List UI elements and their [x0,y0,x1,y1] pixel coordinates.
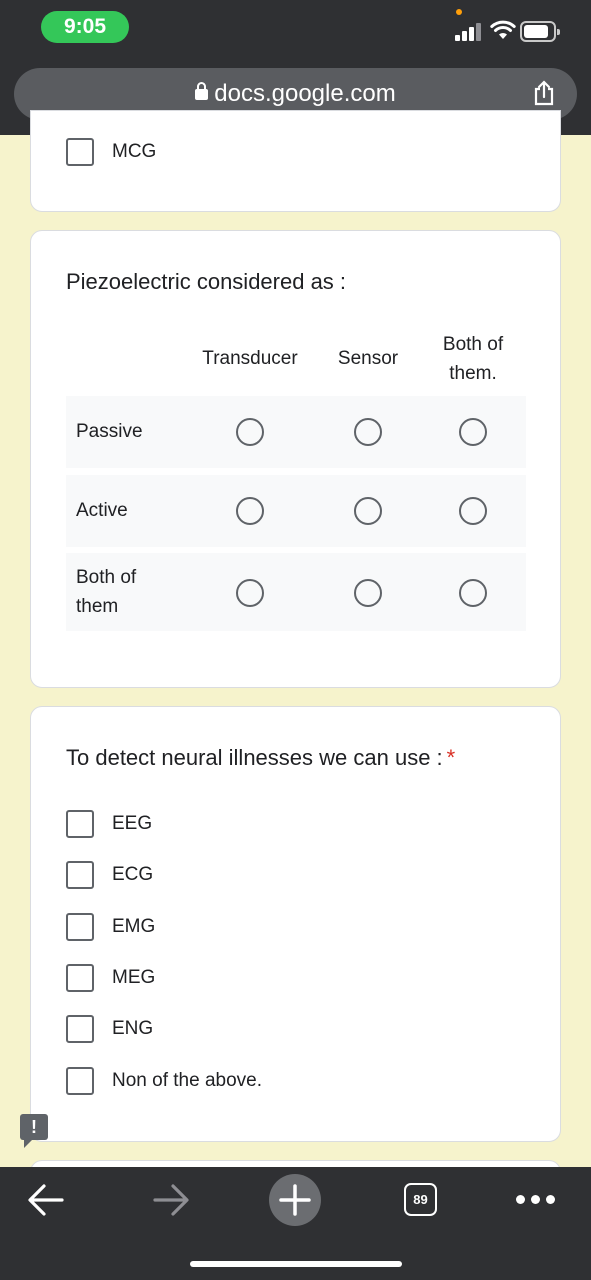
radio-button[interactable] [459,579,487,607]
checkbox[interactable] [66,810,94,838]
plus-icon [279,1184,311,1216]
checkbox[interactable] [66,138,94,166]
checkbox-option-none[interactable] [66,1066,262,1096]
new-tab-button[interactable] [269,1174,321,1226]
required-asterisk: * [446,745,456,770]
home-indicator[interactable] [190,1261,402,1267]
question-title [66,745,455,771]
checkbox-label: EMG [112,916,156,937]
grid-row-label: Passive [76,421,143,442]
checkbox-option[interactable] [66,137,156,167]
checkbox-label: EEG [112,813,153,834]
status-time: 9:05 [41,11,129,43]
lock-icon [195,89,208,100]
checkbox[interactable] [66,861,94,889]
checkbox-label: MEG [112,967,156,988]
radio-button[interactable] [354,418,382,446]
share-icon[interactable] [533,80,555,106]
radio-button[interactable] [236,418,264,446]
radio-button[interactable] [459,497,487,525]
grid-column-header: Sensor [337,348,399,369]
checkbox-label: MCG [112,141,157,162]
checkbox[interactable] [66,913,94,941]
grid-column-header: Both of them. [442,334,504,384]
checkbox-label: ENG [112,1018,154,1039]
checkbox-option-meg[interactable] [66,963,155,993]
privacy-indicator-dot [456,9,462,15]
battery-icon [520,21,556,42]
grid-row [66,396,526,468]
radio-button[interactable] [236,579,264,607]
radio-button[interactable] [236,497,264,525]
checkbox-label: Non of the above. [112,1070,262,1091]
question-card-grid [30,230,561,688]
radio-button[interactable] [459,418,487,446]
question-card-checkbox [30,706,561,1142]
radio-button[interactable] [354,497,382,525]
grid-column-header: Transducer [202,348,298,369]
checkbox-option-ecg[interactable] [66,860,153,890]
back-arrow-icon[interactable] [27,1183,65,1217]
grid-row-label: Active [76,500,128,521]
feedback-icon[interactable]: ! [20,1114,48,1140]
address-text-wrap [14,80,577,108]
checkbox[interactable] [66,964,94,992]
more-icon[interactable] [516,1195,555,1204]
question-title: Piezoelectric considered as : [66,269,347,294]
question-card-previous [30,110,561,212]
checkbox-label: ECG [112,864,154,885]
radio-button[interactable] [354,579,382,607]
checkbox-option-eeg[interactable] [66,809,152,839]
grid-row [66,475,526,547]
checkbox-option-eng[interactable] [66,1014,153,1044]
checkbox[interactable] [66,1015,94,1043]
wifi-icon [490,20,516,40]
checkbox[interactable] [66,1067,94,1095]
grid-row-label: Both of them [76,567,137,617]
url-text: docs.google.com [214,80,396,107]
grid-row [66,553,526,631]
tabs-button[interactable]: 89 [404,1183,437,1216]
forward-arrow-icon[interactable] [152,1183,190,1217]
cellular-signal-icon [455,21,483,41]
checkbox-option-emg[interactable] [66,912,155,942]
question-title-text: To detect neural illnesses we can use : [66,745,443,770]
